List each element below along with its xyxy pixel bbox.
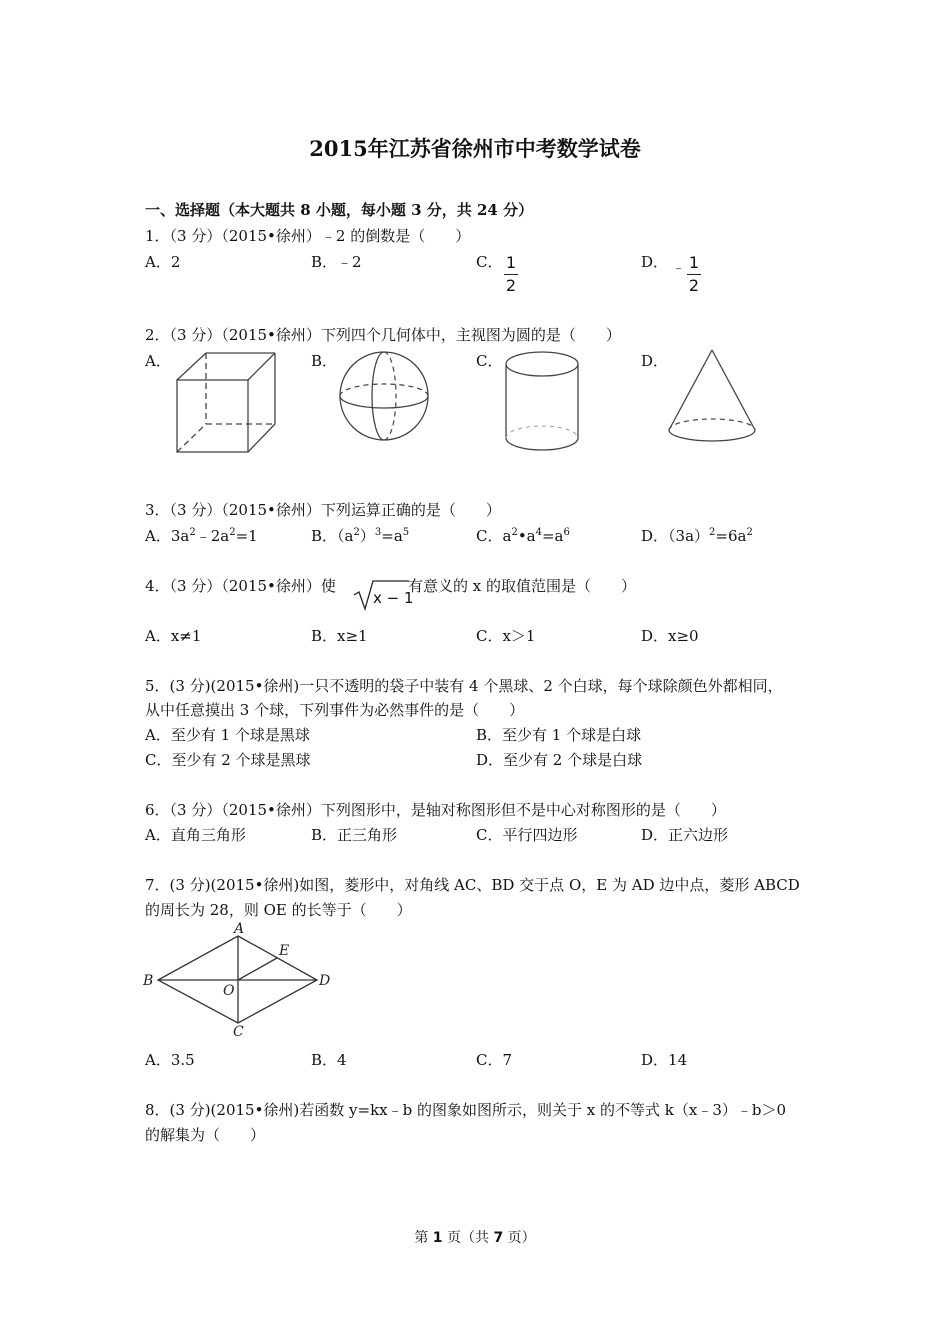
- q1-d-fraction-bar: [687, 274, 701, 275]
- point-label-d: D: [319, 973, 331, 989]
- q1-c-numerator: 1: [505, 253, 517, 272]
- q1-d-minus: ﹣: [672, 261, 686, 276]
- q6-option-b: B．正三角形: [311, 826, 398, 844]
- question-7-line1: 7．(3 分)(2015•徐州)如图，菱形中，对角线 AC、BD 交于点 O，E 为 AD 边中点，菱形 ABCD: [145, 876, 800, 894]
- q7-option-d: D．14: [641, 1051, 688, 1069]
- q2-option-c: C．: [476, 352, 503, 370]
- question-3-stem: 3．（3 分）（2015•徐州）下列运算正确的是（ ）: [145, 501, 501, 519]
- question-5-line1: 5．(3 分)(2015•徐州)一只不透明的袋子中装有 4 个黑球、2 个白球，每个球除颜色外都相同，: [145, 677, 783, 695]
- q5-option-c: C．至少有 2 个球是黑球: [145, 751, 311, 769]
- page-title: 2015年江苏省徐州市中考数学试卷: [309, 136, 641, 161]
- page-footer: [0, 1228, 950, 1248]
- q1-option-c-label: C．: [476, 253, 503, 271]
- question-6-stem: 6．（3 分）（2015•徐州）下列图形中，是轴对称图形但不是中心对称图形的是（ ）: [145, 801, 726, 819]
- q4-option-c: C．x＞1: [476, 627, 536, 645]
- point-label-o: O: [223, 983, 235, 999]
- question-8-line2: 的解集为（ ）: [145, 1126, 266, 1144]
- question-2-stem: 2．（3 分）（2015•徐州）下列四个几何体中，主视图为圆的是（ ）: [145, 326, 621, 344]
- section-heading: 一、选择题（本大题共 8 小题，每小题 3 分，共 24 分）: [145, 201, 534, 219]
- footer-suffix: 页）: [503, 1230, 536, 1246]
- cube-figure: [170, 348, 280, 458]
- radicand: x − 1: [373, 589, 414, 607]
- q4-option-d: D．x≥0: [641, 627, 699, 645]
- q2-option-d: D．: [641, 352, 669, 370]
- q4-option-b: B．x≥1: [311, 627, 368, 645]
- q3-option-d-label: D．: [641, 527, 669, 545]
- q3-option-c-label: C．: [476, 527, 503, 545]
- q3-option-b-label: B．: [311, 527, 338, 545]
- q1-option-a: A．2: [145, 253, 181, 271]
- question-4-stem-start: 4．（3 分）（2015•徐州）使: [145, 577, 336, 595]
- q1-d-numerator: 1: [688, 253, 700, 272]
- q3-option-d: D．$(3a)^2=6a^2$: [641, 527, 753, 545]
- q1-option-d-label: D．: [641, 253, 669, 271]
- point-label-b: B: [143, 973, 154, 989]
- q1-d-denominator: 2: [688, 276, 700, 295]
- q7-option-a: A．3.5: [145, 1051, 195, 1069]
- q4-option-a: A．x≠1: [145, 627, 202, 645]
- question-4-stem-end: 有意义的 x 的取值范围是（ ）: [408, 577, 636, 595]
- q2-option-b: B．: [311, 352, 338, 370]
- point-label-c: C: [233, 1024, 244, 1040]
- q1-option-b: B．﹣2: [311, 253, 362, 271]
- q6-option-c: C．平行四边形: [476, 826, 578, 844]
- q6-option-a: A．直角三角形: [145, 826, 246, 844]
- total-page-count: 7: [493, 1230, 504, 1246]
- question-1-stem: 1．（3 分）（2015•徐州）﹣2 的倒数是（ ）: [145, 227, 471, 245]
- q3-option-a-label: A．: [145, 527, 171, 545]
- point-label-a: A: [234, 921, 245, 937]
- footer-prefix: 第: [414, 1230, 433, 1246]
- question-7-line2: 的周长为 28，则 OE 的长等于（ ）: [145, 901, 412, 919]
- sphere-figure: [336, 348, 436, 448]
- question-5-line2: 从中任意摸出 3 个球，下列事件为必然事件的是（ ）: [145, 701, 525, 719]
- q3-option-a: A．$3a^2﹣2a^2=1$: [145, 527, 258, 545]
- question-8-line1: 8．(3 分)(2015•徐州)若函数 y=kx﹣b 的图象如图所示，则关于 x 的不等式 k（x﹣3）﹣b＞0: [145, 1101, 787, 1119]
- q5-option-a: A．至少有 1 个球是黑球: [145, 726, 310, 744]
- point-label-e: E: [279, 943, 290, 959]
- q7-option-b: B．4: [311, 1051, 347, 1069]
- q5-option-d: D．至少有 2 个球是白球: [476, 751, 643, 769]
- q1-c-fraction-bar: [504, 274, 518, 275]
- current-page-number: 1: [432, 1230, 443, 1246]
- q7-option-c: C．7: [476, 1051, 513, 1069]
- q6-option-d: D．正六边形: [641, 826, 729, 844]
- footer-middle: 页（共: [442, 1230, 494, 1246]
- rhombus-figure: [140, 918, 340, 1038]
- cone-figure: [664, 345, 764, 450]
- q3-option-b: B．$(a^2)^3=a^5$: [311, 527, 410, 545]
- q5-option-b: B．至少有 1 个球是白球: [476, 726, 642, 744]
- q2-option-a: A．: [145, 352, 171, 370]
- q3-option-c: C．$a^2•a^4=a^6$: [476, 527, 570, 545]
- q1-c-denominator: 2: [505, 276, 517, 295]
- cylinder-figure: [502, 348, 592, 458]
